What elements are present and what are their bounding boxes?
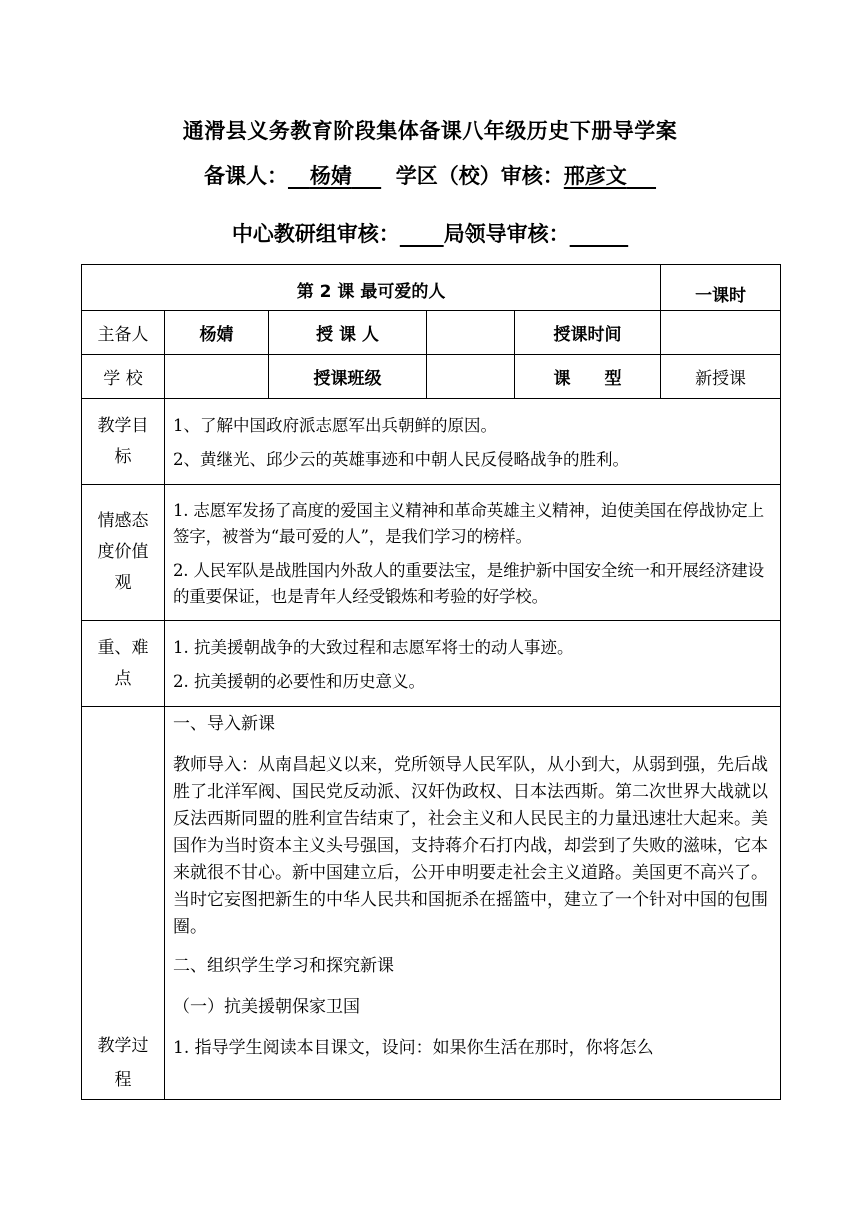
- bureau-review-blank: [570, 222, 629, 246]
- class-time-value: [661, 311, 781, 355]
- value-item: 1. 志愿军发扬了高度的爱国主义精神和革命英雄主义精神，迫使美国在停战协定上签字，被誉为“最可爱的人”，是我们学习的榜样。: [173, 500, 764, 546]
- values-content: [165, 485, 781, 621]
- teacher-label: 授 课 人: [269, 311, 427, 355]
- process-content: [165, 707, 781, 1100]
- goal-item: 1、了解中国政府派志愿军出兵朝鲜的原因。: [173, 415, 497, 435]
- lesson-period: 一课时: [661, 265, 781, 311]
- class-value: [427, 355, 515, 399]
- main-preparer-label: 主备人: [82, 311, 165, 355]
- process-paragraph: 1. 指导学生阅读本目课文，设问：如果你生活在那时，你将怎么: [173, 1038, 654, 1058]
- center-review-blank: [400, 222, 444, 246]
- key-point-item: 1. 抗美援朝战争的大致过程和志愿军将士的动人事迹。: [173, 637, 574, 657]
- key-point-item: 2. 抗美援朝的必要性和历史意义。: [173, 671, 425, 691]
- school-label: 学 校: [82, 355, 165, 399]
- document-title: 通滑县义务教育阶段集体备课八年级历史下册导学案: [182, 119, 678, 143]
- bureau-review-label: 局领导审核：: [443, 222, 570, 246]
- process-paragraph: （一）抗美援朝保家卫国: [173, 997, 360, 1017]
- goals-row: [82, 399, 781, 485]
- lesson-plan-table: [81, 264, 781, 1100]
- preparer-name: 杨婧: [309, 164, 352, 188]
- info-row-2: [82, 355, 781, 399]
- values-label: 情感态 度价值 观: [82, 485, 165, 621]
- preparer-name-field: [288, 164, 381, 188]
- process-row: [82, 707, 781, 1100]
- goal-item: 2、黄继光、邱少云的英雄事迹和中朝人民反侵略战争的胜利。: [173, 449, 629, 469]
- process-label: 教学过 程: [82, 707, 165, 1100]
- district-reviewer: 邢彦文: [563, 164, 627, 188]
- class-time-label: 授课时间: [515, 311, 661, 355]
- teacher-value: [427, 311, 515, 355]
- main-preparer-value: 杨婧: [165, 311, 269, 355]
- value-item: 2. 人民军队是战胜国内外敌人的重要法宝，是维护新中国安全统一和开展经济建设的重要保证，也是青年人经受锻炼和考验的好学校。: [173, 560, 764, 606]
- review-line: [0, 218, 860, 248]
- process-paragraph: 一、导入新课: [173, 714, 275, 734]
- preparer-line: [0, 160, 860, 190]
- lesson-title: 第 2 课 最可爱的人: [82, 265, 661, 311]
- key-points-content: [165, 621, 781, 707]
- process-paragraph: 二、组织学生学习和探究新课: [173, 956, 394, 976]
- school-value: [165, 355, 269, 399]
- goals-label: 教学目 标: [82, 399, 165, 485]
- class-label: 授课班级: [269, 355, 427, 399]
- key-points-row: [82, 621, 781, 707]
- district-review-label: 学区（校）审核：: [395, 164, 564, 188]
- lesson-title-row: [82, 265, 781, 311]
- preparer-label: 备课人：: [203, 164, 288, 188]
- goals-content: [165, 399, 781, 485]
- values-row: [82, 485, 781, 621]
- lesson-type-value: 新授课: [661, 355, 781, 399]
- district-reviewer-field: [564, 164, 656, 188]
- lesson-type-label: 课 型: [515, 355, 661, 399]
- process-paragraph: 教师导入：从南昌起义以来，党所领导人民军队，从小到大，从弱到强，先后战胜了北洋军阀、国民党反动派、汉奸伪政权、日本法西斯。第二次世界大战就以反法西斯同盟的胜利宣告结束了，社会主义和人民民主的力量迅速壮大起来。美国作为当时资本主义头号强国，支持蒋介石打内战，却尝到了失败的滋味，它本来就很不甘心。新中国建立后，公开申明要走社会主义道路。美国更不高兴了。当时它妄图把新生的中华人民共和国扼杀在摇篮中，建立了一个针对中国的包围圈。: [173, 755, 768, 937]
- key-points-label: 重、难 点: [82, 621, 165, 707]
- center-review-label: 中心教研组审核：: [231, 222, 400, 246]
- info-row-1: [82, 311, 781, 355]
